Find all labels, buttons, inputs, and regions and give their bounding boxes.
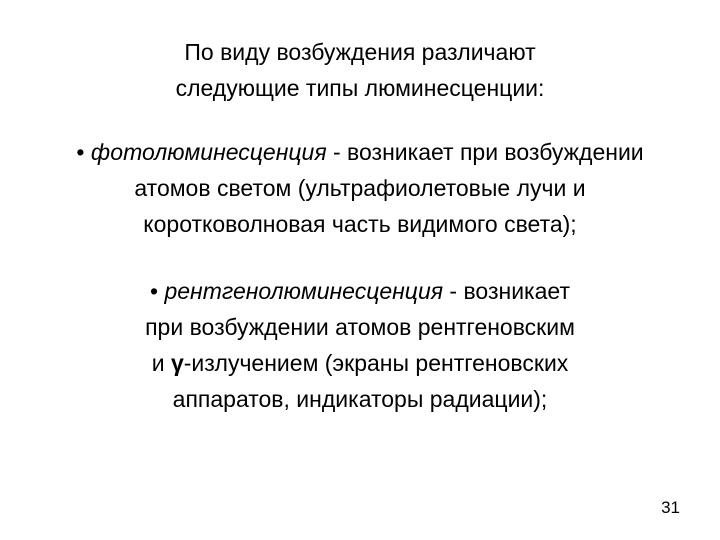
bullet-x-ray-luminescence	[0, 273, 720, 417]
bullet-line: аппаратов, индикаторы радиации);	[172, 386, 548, 412]
bullet-line	[0, 134, 720, 170]
bullet-text: - возникает	[443, 278, 570, 304]
bullet-line: атомов светом (ультрафиолетовые лучи и	[134, 175, 586, 201]
bullet-line: коротковолновая часть видимого света);	[143, 211, 577, 237]
bullet-term: рентгенолюминесценция	[164, 278, 444, 304]
bullet-text: -излучением (экраны рентгеновских	[183, 350, 569, 376]
slide-title-line-2: следующие типы люминесценции:	[175, 75, 545, 101]
bullet-text: - возникает при возбуждении	[326, 139, 644, 165]
bullet-photoluminescence	[0, 134, 720, 242]
bullet-line: при возбуждении атомов рентгеновским	[145, 314, 575, 340]
gamma-symbol: γ	[170, 350, 184, 376]
page-number: 31	[661, 498, 680, 517]
bullet-line	[0, 273, 720, 309]
slide-title-line-1: По виду возбуждения различают	[184, 39, 536, 65]
bullet-text: и	[151, 350, 171, 376]
bullet-marker: •	[150, 278, 159, 304]
bullet-marker: •	[76, 139, 85, 165]
bullet-line	[0, 345, 720, 381]
slide-title	[0, 34, 720, 106]
bullet-term: фотолюминесценция	[90, 139, 327, 165]
